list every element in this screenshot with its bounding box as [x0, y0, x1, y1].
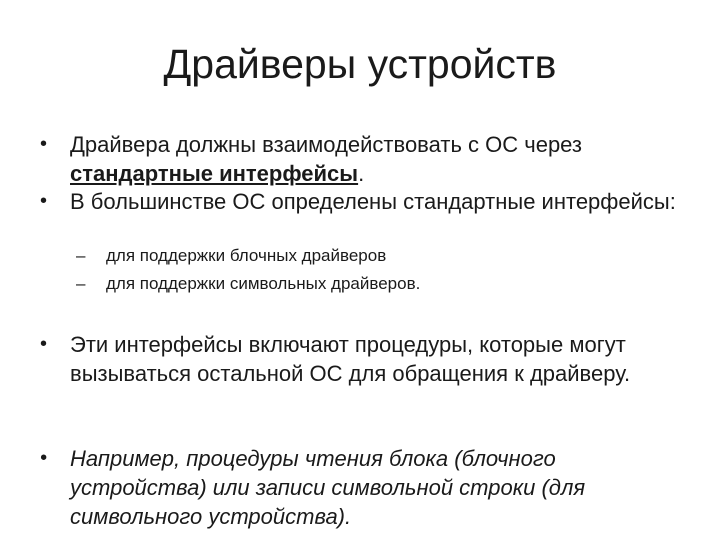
bullet-text: Эти интерфейсы включают процедуры, которые могут вызываться остальной ОС для обращения к драйверу. — [70, 332, 631, 386]
bullet-marker: • — [40, 333, 48, 355]
bullet-text — [70, 130, 680, 188]
bullet-marker: • — [40, 190, 48, 212]
bullet-item-example — [40, 444, 680, 531]
subbullet-marker: – — [76, 274, 86, 293]
bullet-text: В большинстве ОС определены стандартные интерфейсы: — [70, 189, 676, 214]
subbullet-text: для поддержки символьных драйверов. — [106, 274, 421, 293]
subbullet-text: для поддержки блочных драйверов — [106, 246, 387, 265]
bullet-text-after: . — [358, 161, 365, 186]
subbullet-marker: – — [76, 246, 86, 265]
bullet-text-before: Драйвера должны взаимодействовать с ОС через — [70, 132, 583, 157]
bullet-item-interfaces-procedures — [40, 330, 680, 388]
bullet-emphasis: стандартные интерфейсы — [70, 161, 359, 186]
bullet-marker: • — [40, 447, 48, 469]
bullet-item-standard-interfaces — [40, 187, 680, 216]
subbullet-item-block-drivers — [76, 244, 676, 268]
slide-title: Драйверы устройств — [163, 41, 557, 87]
bullet-marker: • — [40, 133, 48, 155]
bullet-item-drivers-interact — [40, 130, 680, 188]
bullet-text: Например, процедуры чтения блока (блочного устройства) или записи символьной строки (для символьного устройства). — [70, 446, 586, 529]
subbullet-item-char-drivers — [76, 272, 676, 296]
